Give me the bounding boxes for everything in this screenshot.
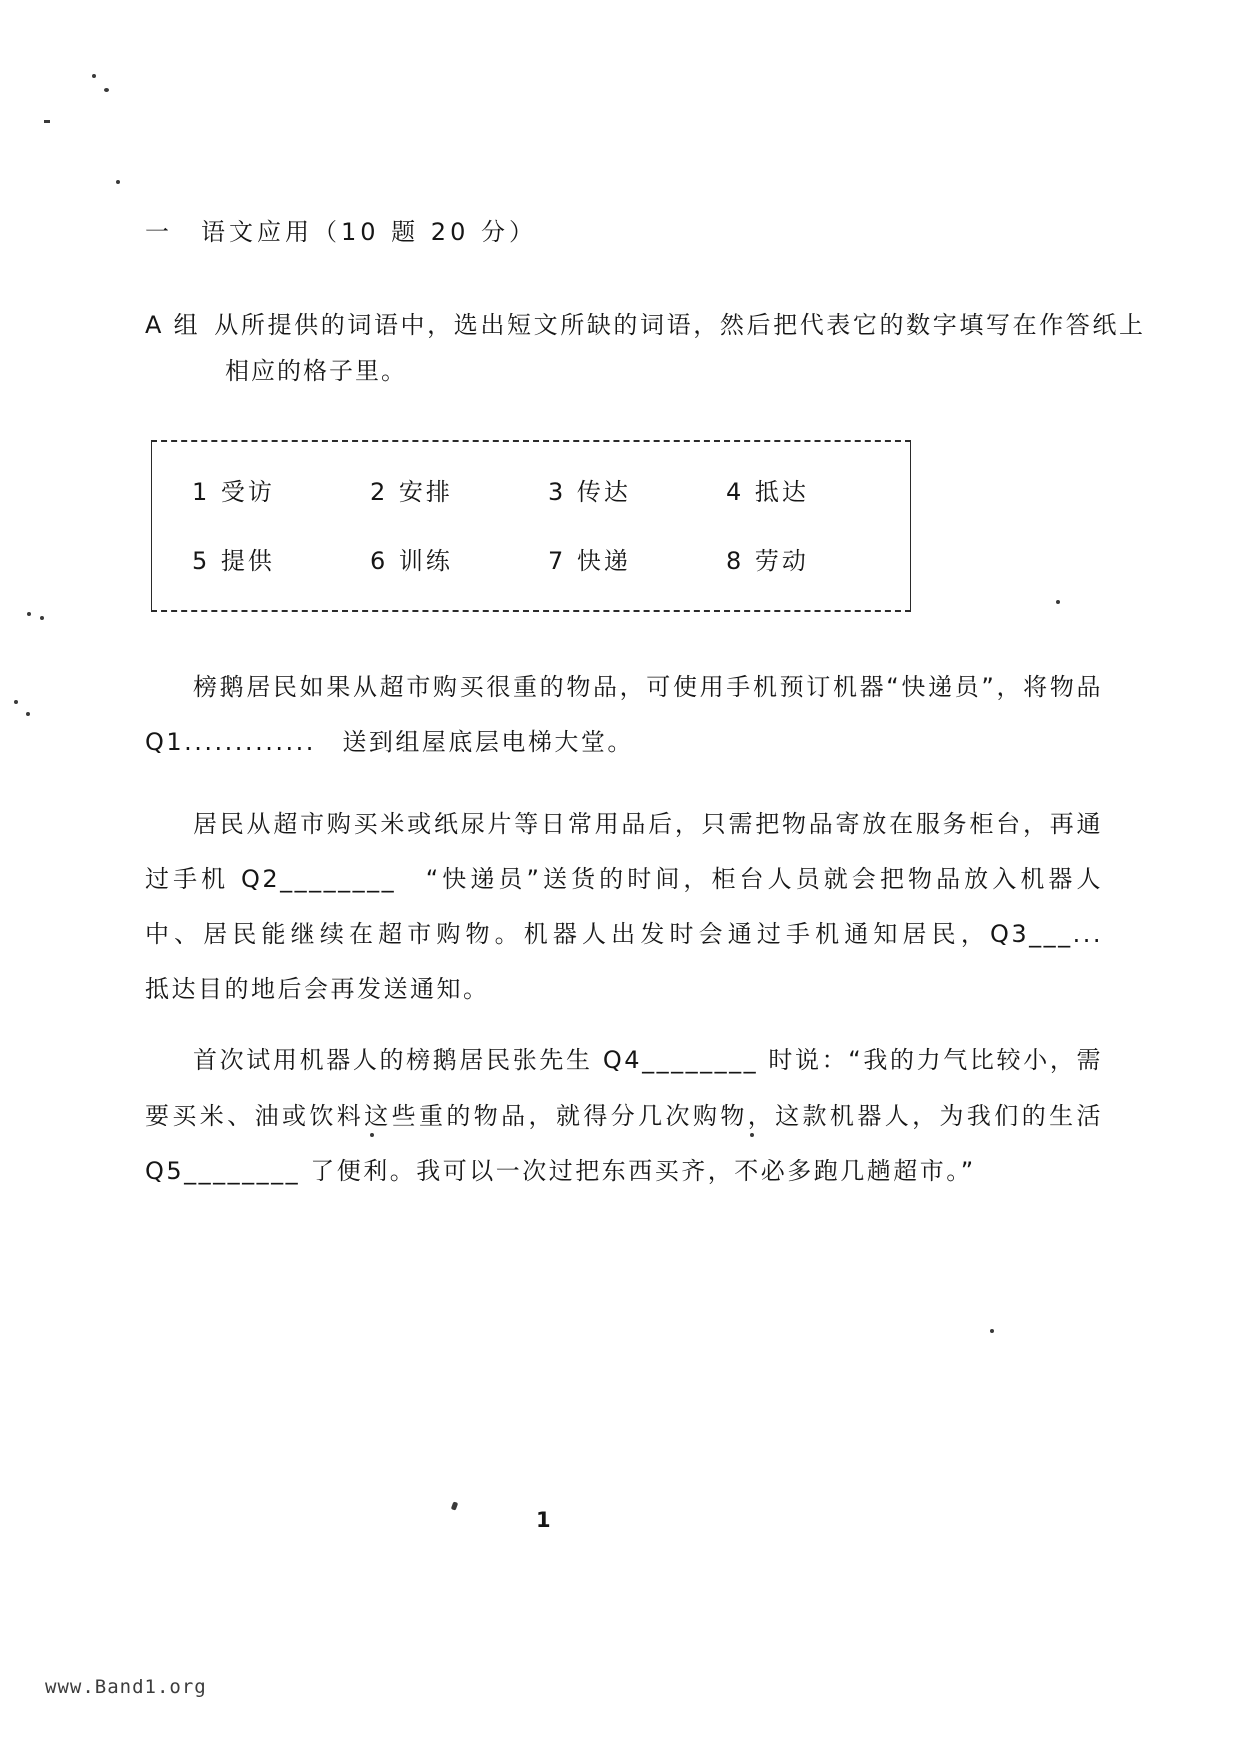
- word-bank-item: 2 安排: [370, 478, 453, 507]
- passage-paragraph-3: 首次试用机器人的榜鹅居民张先生 Q4________ 时说：“我的力气比较小，需要买米、油或饮料这些重的物品，就得分几次购物，这款机器人，为我们的生活 Q5________ 了便利。我可以一次过把东西买齐，不必多跑几趟超市。”: [145, 1046, 1103, 1185]
- word-bank-item: 7 快递: [548, 547, 631, 576]
- scan-artifact-mark: [451, 1501, 458, 1510]
- scan-artifact-dot: [104, 88, 109, 92]
- section-a-instruction-text: 从所提供的词语中，选出短文所缺的词语，然后把代表它的数字填写在作答纸上相应的格子里。: [214, 311, 1146, 385]
- word-bank-item: 4 抵达: [726, 478, 809, 507]
- scan-artifact-dash: [44, 120, 50, 123]
- scan-artifact-dot: [14, 700, 18, 704]
- page-number: 1: [536, 1508, 551, 1532]
- word-bank-item: 1 受访: [192, 478, 275, 507]
- scan-artifact-dot: [116, 180, 120, 184]
- scan-artifact-dot: [27, 612, 31, 616]
- watermark-url: www.Band1.org: [45, 1676, 207, 1698]
- document-content: [145, 0, 1156, 1199]
- cloze-passage: [145, 660, 1156, 1199]
- word-bank-box: [151, 440, 911, 612]
- scan-artifact-dot: [40, 616, 44, 620]
- scan-artifact-dot: [26, 712, 30, 716]
- section-heading: 一 语文应用（10 题 20 分）: [145, 218, 537, 246]
- section-a-label: A 组: [145, 311, 201, 339]
- passage-paragraph-1: 榜鹅居民如果从超市购买很重的物品，可使用手机预订机器“快递员”，将物品 Q1............. 送到组屋底层电梯大堂。: [145, 673, 1103, 757]
- word-bank-grid: [192, 472, 904, 576]
- word-bank-item: 8 劳动: [726, 547, 809, 576]
- passage-paragraph-2: 居民从超市购买米或纸尿片等日常用品后，只需把物品寄放在服务柜台，再通过手机 Q2________ “快递员”送货的时间，柜台人员就会把物品放入机器人中、居民能继续在超市购物。机器人出发时会通过手机通知居民，Q3___... 抵达目的地后会再发送通知。: [145, 809, 1156, 1004]
- word-bank-item: 3 传达: [548, 478, 631, 507]
- section-a-instruction: [145, 303, 1145, 394]
- word-bank-item: 6 训练: [370, 547, 453, 576]
- scan-artifact-dot: [990, 1329, 994, 1333]
- word-bank-item: 5 提供: [192, 547, 275, 576]
- scan-artifact-dot: [92, 74, 96, 78]
